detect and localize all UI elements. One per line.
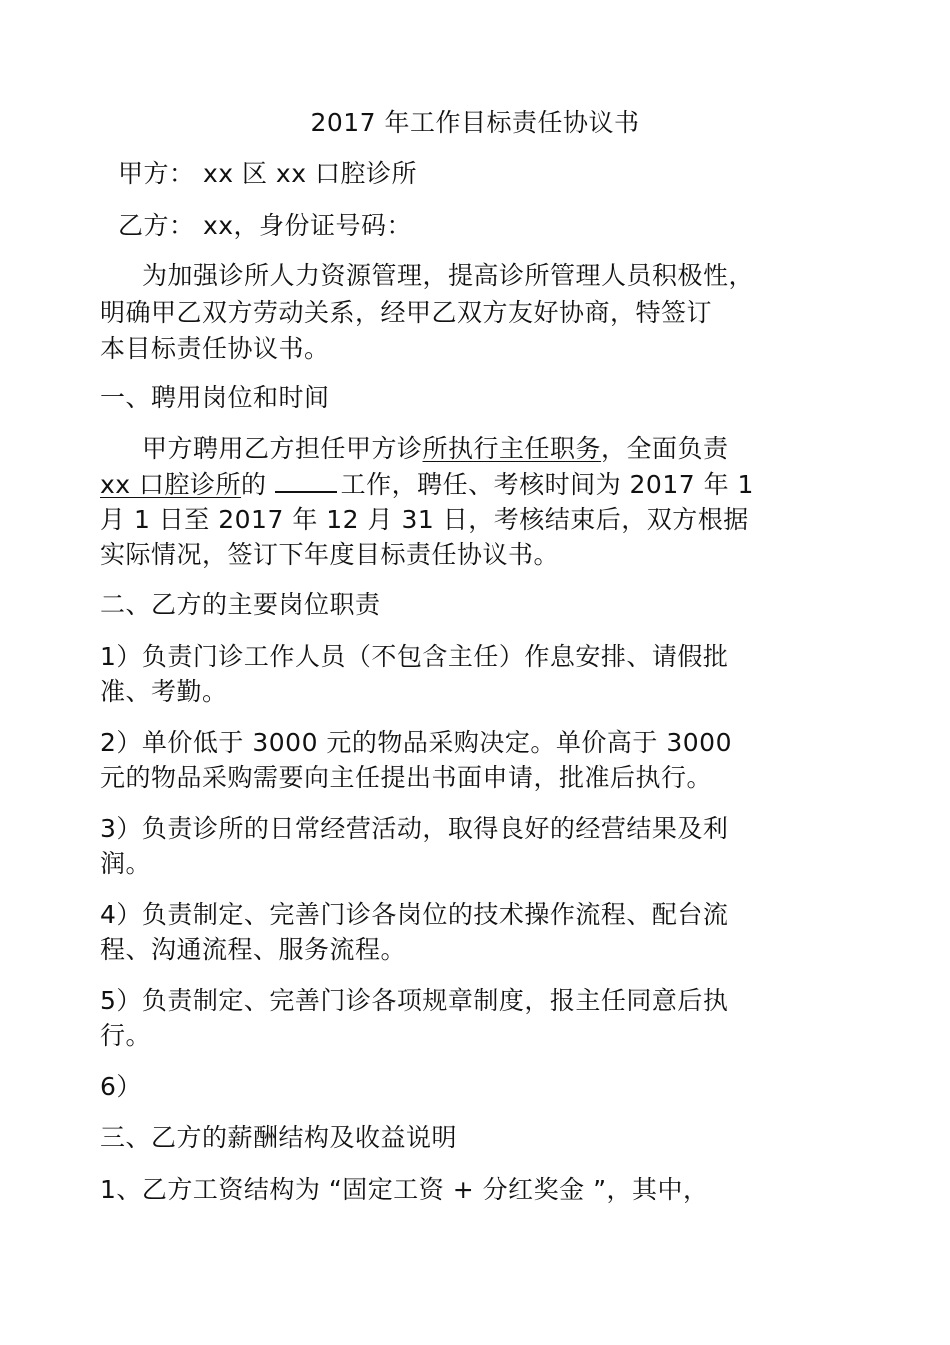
section1-line-1 xyxy=(142,432,729,466)
duty-1-line-2: 准、考勤。 xyxy=(100,677,228,706)
section1-line-3: 月 1 日至 2017 年 12 月 31 日，考核结束后，双方根据 xyxy=(100,505,749,534)
underlined-position: 所执行主任职务 xyxy=(422,434,602,463)
section2-heading: 二、乙方的主要岗位职责 xyxy=(100,590,381,619)
section1-line-1-post: ，全面负责 xyxy=(601,434,729,463)
section1-line-4: 实际情况，签订下年度目标责任协议书。 xyxy=(100,540,560,569)
section1-line-2 xyxy=(100,468,754,502)
duty-4-line-1: 4）负责制定、完善门诊各岗位的技术操作流程、配台流 xyxy=(100,900,729,929)
section3-line-1: 1、乙方工资结构为 “固定工资 + 分红奖金 ”，其中， xyxy=(100,1175,709,1204)
underlined-clinic: xx 口腔诊所 xyxy=(100,470,242,499)
document-title: 2017 年工作目标责任协议书 xyxy=(310,108,640,137)
section1-line-2-post: 工作，聘任、考核时间为 2017 年 1 xyxy=(340,470,754,499)
intro-line-2: 明确甲乙双方劳动关系，经甲乙双方友好协商，特签订 xyxy=(100,298,713,327)
duty-3-line-1: 3）负责诊所的日常经营活动，取得良好的经营结果及利 xyxy=(100,814,729,843)
section1-line-2-mid: 的 xyxy=(241,470,267,499)
section1-heading: 一、聘用岗位和时间 xyxy=(100,383,330,412)
party-a-line: 甲方： xx 区 xx 口腔诊所 xyxy=(118,159,417,188)
duty-2-line-2: 元的物品采购需要向主任提出书面申请，批准后执行。 xyxy=(100,763,713,792)
duty-4-line-2: 程、沟通流程、服务流程。 xyxy=(100,935,407,964)
duty-5-line-2: 行。 xyxy=(100,1021,152,1050)
duty-2-line-1: 2）单价低于 3000 元的物品采购决定。单价高于 3000 xyxy=(100,728,732,757)
section3-heading: 三、乙方的薪酬结构及收益说明 xyxy=(100,1123,458,1152)
duty-5-line-1: 5）负责制定、完善门诊各项规章制度，报主任同意后执 xyxy=(100,986,729,1015)
duty-6-line-1: 6） xyxy=(100,1072,142,1101)
intro-line-1: 为加强诊所人力资源管理，提高诊所管理人员积极性， xyxy=(142,261,755,290)
party-b-line: 乙方： xx，身份证号码： xyxy=(118,211,413,240)
duty-3-line-2: 润。 xyxy=(100,849,152,878)
intro-line-3: 本目标责任协议书。 xyxy=(100,334,330,363)
fill-in-blank xyxy=(275,471,337,493)
section1-line-1-pre: 甲方聘用乙方担任甲方诊 xyxy=(142,434,423,463)
duty-1-line-1: 1）负责门诊工作人员（不包含主任）作息安排、请假批 xyxy=(100,642,729,671)
